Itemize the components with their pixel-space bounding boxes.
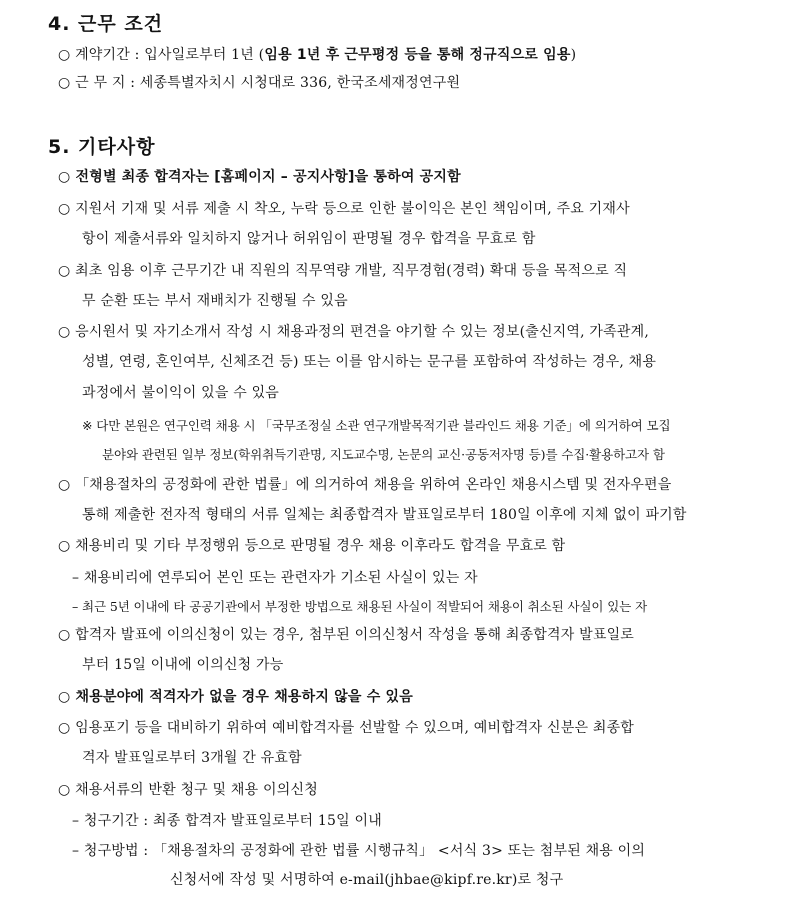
dash-bullet-icon: –: [72, 599, 79, 614]
sub-item-indicted: [72, 569, 478, 587]
job-rotation-line-2: 무 순환 또는 부서 재배치가 진행될 수 있음: [82, 293, 348, 309]
list-item-document-disposal: [58, 476, 672, 494]
circle-bullet-icon: ○: [58, 201, 71, 217]
document-disposal-line-1: 「채용절차의 공정화에 관한 법률」에 의거하여 채용을 위하여 온라인 채용시스템 및 전자우편을: [75, 477, 672, 493]
blind-info-line-1: 응시원서 및 자기소개서 작성 시 채용과정의 편견을 야기할 수 있는 정보(출신지역, 가족관계,: [75, 324, 649, 340]
hiring-fraud-text: 채용비리 및 기타 부정행위 등으로 판명될 경우 채용 이후라도 합격을 무효로 함: [75, 538, 566, 554]
list-item-no-qualified: [58, 688, 413, 706]
note-research-hiring: [82, 417, 670, 435]
blind-info-line-2: 성별, 연령, 혼인여부, 신체조건 등) 또는 이를 암시하는 문구를 포함하여 작성하는 경우, 채용: [82, 354, 657, 370]
circle-bullet-icon: ○: [58, 627, 71, 643]
document-return-text: 채용서류의 반환 청구 및 채용 이의신청: [75, 782, 318, 798]
claim-period-text: 청구기간 : 최종 합격자 발표일로부터 15일 이내: [83, 813, 382, 829]
list-item-application-error: [58, 200, 630, 218]
section-heading-4: 4. 근무 조건: [48, 13, 164, 35]
claim-method-line-1: 청구방법 : 「채용절차의 공정화에 관한 법률 시행규칙」 <서식 3> 또는 첨부된 채용 이의: [83, 843, 646, 859]
final-notice-text: 전형별 최종 합격자는 [홈페이지 – 공지사항]을 통하여 공지함: [75, 169, 461, 185]
circle-bullet-icon: ○: [58, 477, 71, 493]
sub-item-claim-period: [72, 812, 382, 830]
list-item-final-notice: [58, 168, 461, 186]
circle-bullet-icon: ○: [58, 538, 71, 554]
contract-period-tail: ): [570, 47, 577, 63]
reference-mark-icon: ※: [82, 418, 93, 433]
list-item-reserve-candidates: [58, 719, 634, 737]
circle-bullet-icon: ○: [58, 782, 71, 798]
list-item-contract-period: [58, 46, 576, 64]
contract-period-bold-text: 임용 1년 후 근무평정 등을 통해 정규직으로 임용: [264, 47, 571, 63]
workplace-text: 근 무 지 : 세종특별자치시 시청대로 336, 한국조세재정연구원: [75, 75, 461, 91]
circle-bullet-icon: ○: [58, 47, 71, 63]
reserve-candidates-line-2: 격자 발표일로부터 3개월 간 유효함: [82, 750, 302, 766]
sub-item-cancelled-hire: [72, 598, 647, 616]
circle-bullet-icon: ○: [58, 324, 71, 340]
note-line-1: 다만 본원은 연구인력 채용 시 「국무조정실 소관 연구개발목적기관 블라인드 채용 기준」에 의거하여 모집: [96, 418, 671, 433]
document-disposal-line-2: 통해 제출한 전자적 형태의 서류 일체는 최종합격자 발표일로부터 180일 이후에 지체 없이 파기함: [82, 507, 687, 523]
section-heading-5: 5. 기타사항: [48, 136, 156, 158]
dash-bullet-icon: –: [72, 813, 80, 829]
no-qualified-text: 채용분야에 적격자가 없을 경우 채용하지 않을 수 있음: [75, 689, 413, 705]
list-item-job-rotation: [58, 262, 627, 280]
claim-method-line-2: 신청서에 작성 및 서명하여 e-mail(jhbae@kipf.re.kr)로 청구: [170, 872, 564, 888]
objection-line-2: 부터 15일 이내에 이의신청 가능: [82, 657, 284, 673]
list-item-hiring-fraud: [58, 537, 565, 555]
objection-line-1: 합격자 발표에 이의신청이 있는 경우, 첨부된 이의신청서 작성을 통해 최종합격자 발표일로: [75, 627, 635, 643]
cancelled-hire-text: 최근 5년 이내에 타 공공기관에서 부정한 방법으로 채용된 사실이 적발되어 채용이 취소된 사실이 있는 자: [82, 599, 648, 614]
circle-bullet-icon: ○: [58, 720, 71, 736]
reserve-candidates-line-1: 임용포기 등을 대비하기 위하여 예비합격자를 선발할 수 있으며, 예비합격자 신분은 최종합: [75, 720, 635, 736]
blind-info-line-3: 과정에서 불이익이 있을 수 있음: [82, 385, 280, 401]
contract-period-text: 계약기간 : 입사일로부터 1년 (: [75, 47, 265, 63]
circle-bullet-icon: ○: [58, 689, 71, 705]
circle-bullet-icon: ○: [58, 263, 71, 279]
job-rotation-line-1: 최초 임용 이후 근무기간 내 직원의 직무역량 개발, 직무경험(경력) 확대 등을 목적으로 직: [75, 263, 628, 279]
dash-bullet-icon: –: [72, 843, 80, 859]
dash-bullet-icon: –: [72, 570, 80, 586]
circle-bullet-icon: ○: [58, 75, 71, 91]
sub-item-claim-method: [72, 842, 645, 860]
circle-bullet-icon: ○: [58, 169, 71, 185]
list-item-workplace: [58, 74, 460, 92]
application-error-line-2: 항이 제출서류와 일치하지 않거나 허위임이 판명될 경우 합격을 무효로 함: [82, 231, 536, 247]
list-item-blind-info: [58, 323, 649, 341]
list-item-document-return: [58, 781, 318, 799]
application-error-line-1: 지원서 기재 및 서류 제출 시 착오, 누락 등으로 인한 불이익은 본인 책임이며, 주요 기재사: [75, 201, 630, 217]
note-line-2: 분야와 관련된 일부 정보(학위취득기관명, 지도교수명, 논문의 교신·공동저자명 등)를 수집·활용하고자 함: [102, 447, 665, 462]
indicted-text: 채용비리에 연루되어 본인 또는 관련자가 기소된 사실이 있는 자: [83, 570, 478, 586]
list-item-objection: [58, 626, 634, 644]
